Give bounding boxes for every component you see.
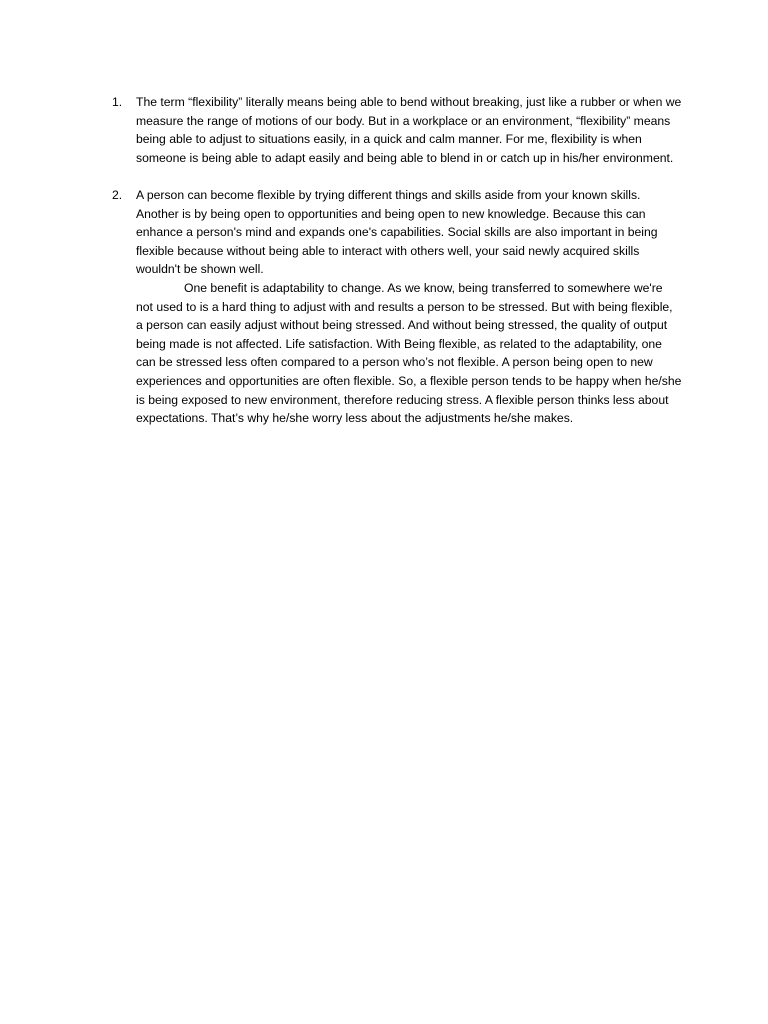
paragraph: A person can become flexible by trying different things and skills aside from your known skills. Another is by being open to opportunities and being open to new knowledge. Because this can enhance a person's mind and expands one's capabilities. Social skills are also important in being flexible because without being able to interact with others well, your said newly acquired skills wouldn't be shown well.: [136, 187, 658, 277]
list-item: [112, 93, 682, 167]
list-item-number: 1.: [112, 95, 123, 109]
paragraph: The term “flexibility” literally means being able to bend without breaking, just like a rubber or when we measure the range of motions of our body. But in a workplace or an environment, “flexibility” means being able to adjust to situations easily, in a quick and calm manner. For me, flexibility is when someone is being able to adapt easily and being able to blend in or catch up in his/her environment.: [136, 95, 682, 165]
paragraph-indented: One benefit is adaptability to change. As we know, being transferred to somewhere we're not used to is a hard thing to adjust with and results a person to be stressed. But with being flexible, a person can easily adjust without being stressed. And without being stressed, the quality of output being made is not affected. Life satisfaction. With Being flexible, as related to the adaptability, one can be stressed less often compared to a person who’s not flexible. A person being open to new experiences and opportunities are often flexible. So, a flexible person tends to be happy when he/she is being exposed to new environment, therefore reducing stress. A flexible person thinks less about expectations. That’s why he/she worry less about the adjustments he/she makes.: [136, 280, 682, 426]
numbered-list: [112, 93, 682, 428]
list-item: [112, 186, 682, 428]
list-item-number: 2.: [112, 187, 123, 202]
